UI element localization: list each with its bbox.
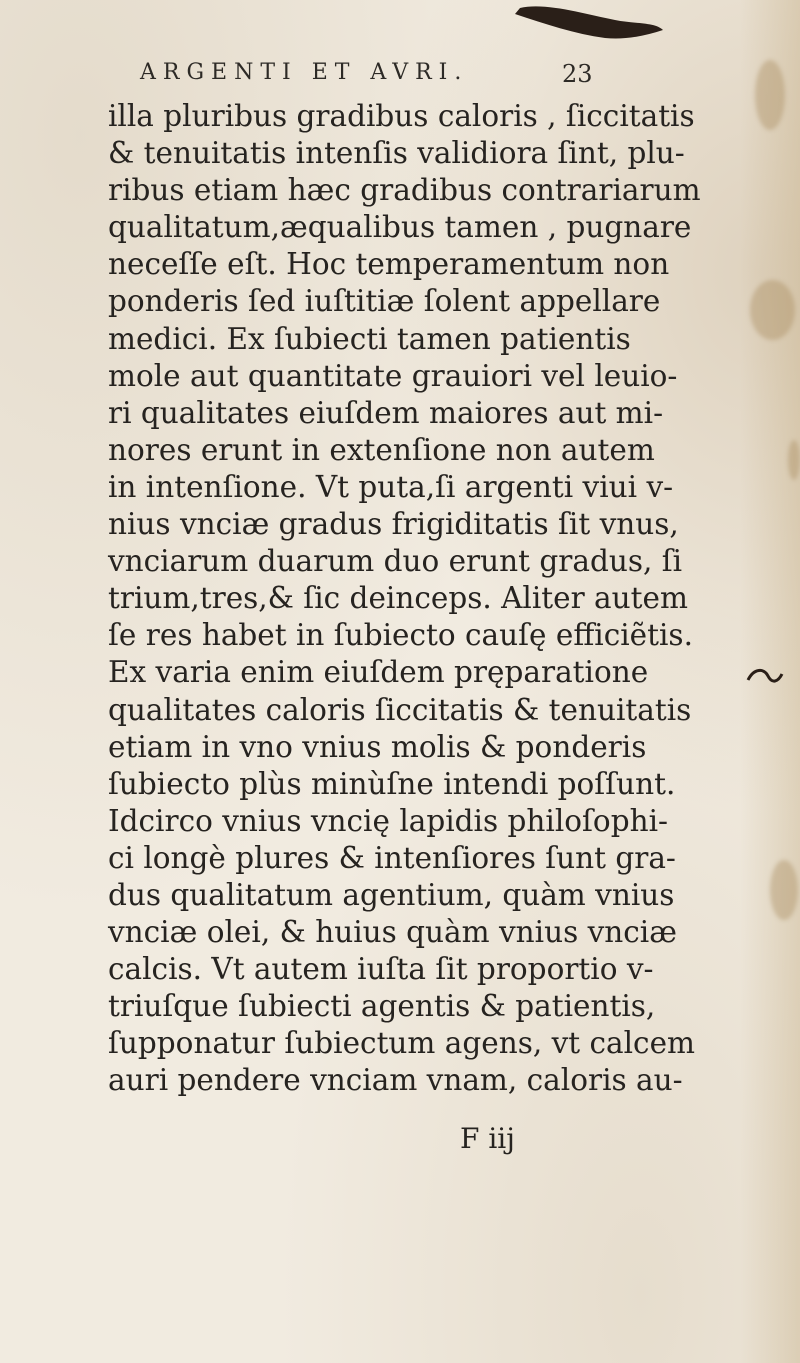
- text-line: in intenſione. Vt puta,ſi argenti viui v-: [108, 469, 674, 504]
- stain-mark: [755, 60, 785, 130]
- text-line: triuſque ſubiecti agentis & patientis,: [108, 989, 656, 1024]
- text-line: trium,tres,& ſic deinceps. Aliter autem: [108, 581, 688, 616]
- text-line: qualitatum,æqualibus tamen , pugnare: [108, 210, 692, 245]
- text-line: & tenuitatis intenſis validiora ſint, plu-: [108, 136, 685, 171]
- text-line: nores erunt in extenſione non autem: [108, 432, 655, 467]
- text-line: ponderis ſed iuſtitiæ ſolent appellare: [108, 284, 661, 319]
- page-number: 23: [562, 60, 593, 88]
- text-line: Ex varia enim eiuſdem pręparatione: [108, 655, 649, 690]
- text-line: ſupponatur ſubiectum agens, vt calcem: [108, 1026, 696, 1061]
- text-line: neceſſe eſt. Hoc temperamentum non: [108, 247, 670, 282]
- text-line: dus qualitatum agentium, quàm vnius: [108, 877, 675, 912]
- signature-mark: F iij: [460, 1122, 515, 1155]
- text-line: illa pluribus gradibus caloris , ſiccitatis: [108, 99, 695, 133]
- ink-blot-icon: [505, 0, 665, 50]
- margin-flourish-icon: [744, 660, 784, 690]
- running-title: ARGENTI ET AVRI.: [140, 60, 469, 85]
- text-line: calcis. Vt autem iuſta ſit proportio v-: [108, 952, 654, 987]
- text-line: ribus etiam hæc gradibus contrariarum: [108, 173, 701, 208]
- text-line: ſubiecto plùs minùſne intendi poſſunt.: [108, 766, 676, 801]
- text-line: qualitates caloris ſiccitatis & tenuitatis: [108, 692, 692, 727]
- text-line: vnciarum duarum duo erunt gradus, ſi: [108, 544, 683, 579]
- text-line: Idcirco vnius vncię lapidis philoſophi-: [108, 803, 668, 838]
- text-line: ſe res habet in ſubiecto cauſę efficiẽtis.: [108, 618, 693, 653]
- stain-mark: [750, 280, 795, 340]
- text-line: mole aut quantitate grauiori vel leuio-: [108, 358, 678, 393]
- stain-mark: [788, 440, 800, 480]
- text-line: auri pendere vnciam vnam, caloris au-: [108, 1063, 683, 1098]
- text-line: etiam in vno vnius molis & ponderis: [108, 729, 647, 764]
- text-line: ci longè plures & intenſiores ſunt gra-: [108, 840, 676, 875]
- stain-mark: [770, 860, 798, 920]
- page-header: [140, 60, 660, 100]
- text-line: nius vnciæ gradus frigiditatis ſit vnus,: [108, 507, 679, 542]
- text-line: medici. Ex ſubiecti tamen patientis: [108, 321, 631, 356]
- text-line: ri qualitates eiuſdem maiores aut mi-: [108, 395, 664, 430]
- text-line: vnciæ olei, & huius quàm vnius vnciæ: [108, 915, 677, 950]
- body-text: [108, 98, 701, 1100]
